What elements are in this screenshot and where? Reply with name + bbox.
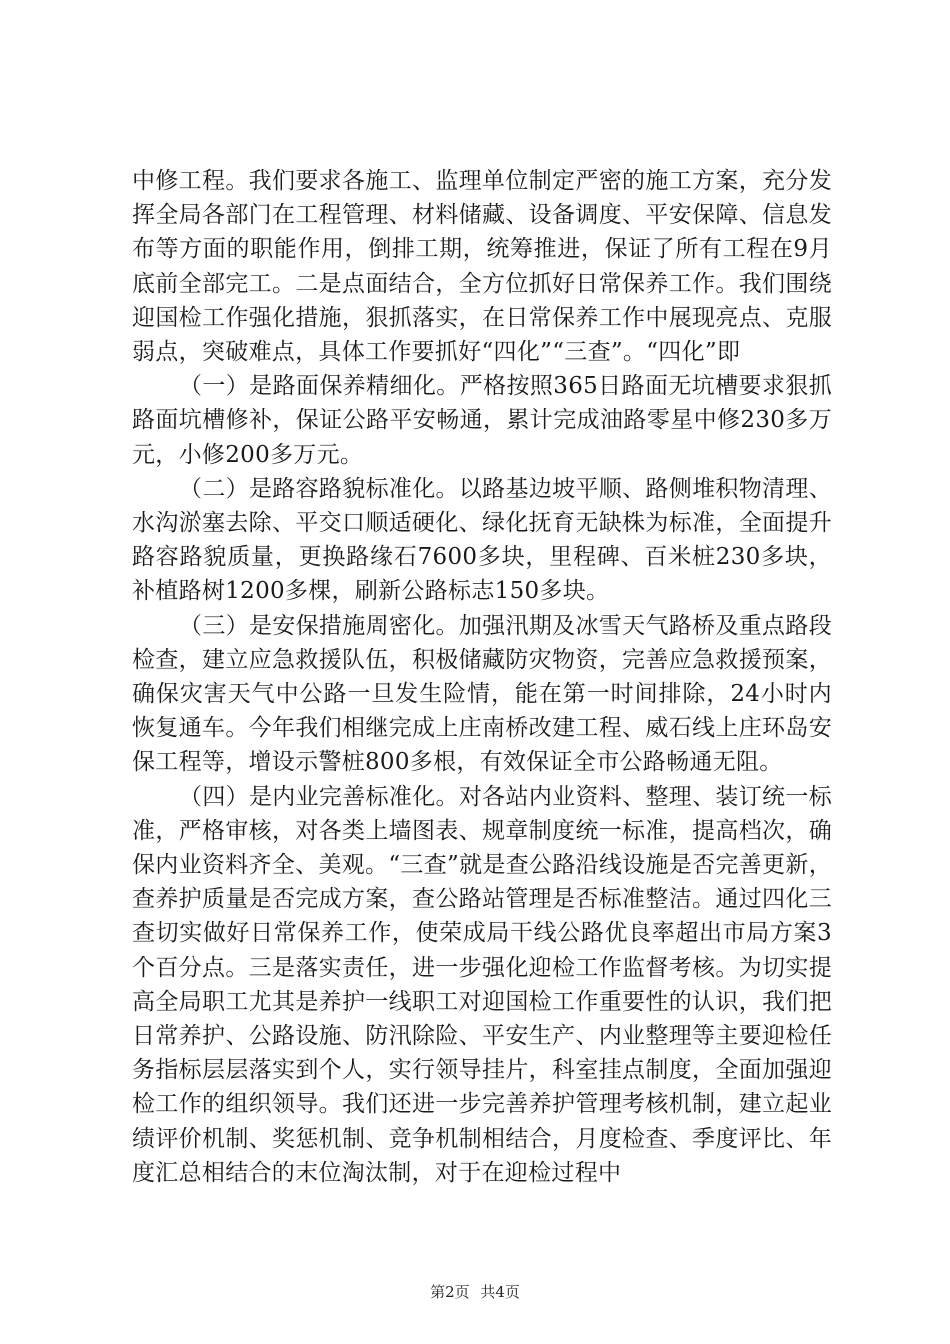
page-number-current: 第2页 [430, 1283, 470, 1301]
document-body [132, 164, 832, 1190]
page-number-total: 共4页 [480, 1283, 520, 1301]
paragraph-continuation: 中修工程。我们要求各施工、监理单位制定严密的施工方案，充分发挥全局各部门在工程管理、材料储藏、设备调度、平安保障、信息发布等方面的职能作用，倒排工期，统筹推进，保证了所有工程在9月底前全部完工。二是点面结合，全方位抓好日常保养工作。我们围绕迎国检工作强化措施，狠抓落实，在日常保养工作中展现亮点、克服弱点，突破难点，具体工作要抓好“四化”“三查”。“四化”即 [132, 168, 832, 366]
paragraph-safety-measures: （三）是安保措施周密化。加强汛期及冰雪天气路桥及重点路段检查，建立应急救援队伍，积极储藏防灾物资，完善应急救援预案，确保灾害天气中公路一旦发生险情，能在第一时间排除，24小时内恢复通车。今年我们相继完成上庄南桥改建工程、威石线上庄环岛安保工程等，增设示警桩800多根，有效保证全市公路畅通无阻。 [132, 612, 832, 776]
paragraph-road-surface: （一）是路面保养精细化。严格按照365日路面无坑槽要求狠抓路面坑槽修补，保证公路平安畅通，累计完成油路零星中修230多万元，小修200多万元。 [132, 373, 832, 468]
paragraph-road-appearance: （二）是路容路貌标准化。以路基边坡平顺、路侧堆积物清理、水沟淤塞去除、平交口顺适硬化、绿化抚育无缺株为标准，全面提升路容路貌质量，更换路缘石7600多块，里程碑、百米桩230多块，补植路树1200多棵，刷新公路标志150多块。 [132, 475, 832, 605]
page-footer [0, 1282, 950, 1302]
paragraph-internal-standardization: （四）是内业完善标准化。对各站内业资料、整理、装订统一标准，严格审核，对各类上墙图表、规章制度统一标准，提高档次，确保内业资料齐全、美观。“三查”就是查公路沿线设施是否完善更新，查养护质量是否完成方案，查公路站管理是否标准整洁。通过四化三查切实做好日常保养工作，使荣成局干线公路优良率超出市局方案3个百分点。三是落实责任，进一步强化迎检工作监督考核。为切实提高全局职工尤其是养护一线职工对迎国检工作重要性的认识，我们把日常养护、公路设施、防汛除险、平安生产、内业整理等主要迎检任务指标层层落实到个人，实行领导挂片，科室挂点制度，全面加强迎检工作的组织领导。我们还进一步完善养护管理考核机制，建立起业绩评价机制、奖惩机制、竞争机制相结合，月度检查、季度评比、年度汇总相结合的末位淘汰制，对于在迎检过程中 [132, 783, 832, 1186]
